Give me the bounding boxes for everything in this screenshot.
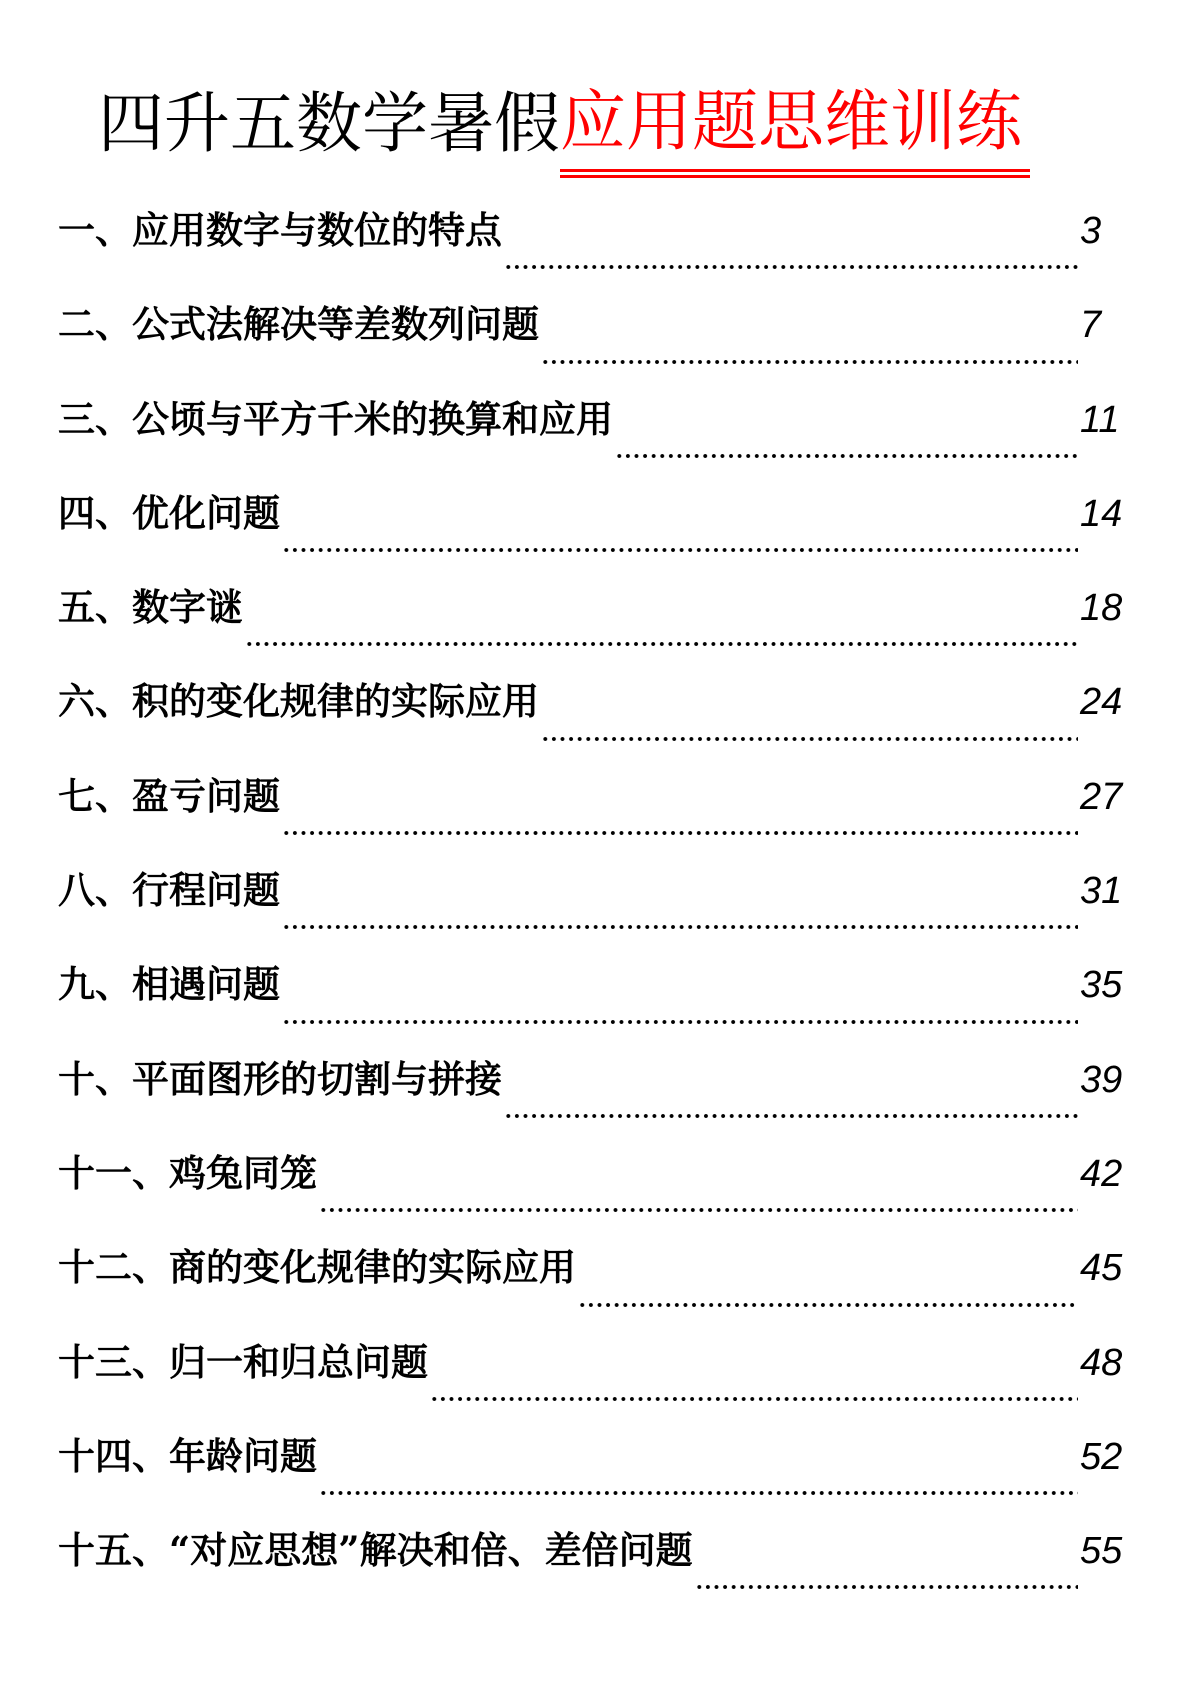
dot-leader — [430, 1396, 1078, 1402]
toc-entry-label: 三、公顷与平方千米的换算和应用 — [58, 396, 613, 441]
toc-entry-page-number: 24 — [1080, 681, 1123, 724]
toc-entry-page-number: 27 — [1080, 775, 1123, 818]
toc-entry[interactable] — [58, 1237, 1128, 1331]
toc-entry[interactable] — [58, 200, 1128, 294]
toc-entry-page-number: 42 — [1080, 1152, 1123, 1195]
toc-entry-label: 十三、归一和归总问题 — [58, 1339, 428, 1384]
toc-entry[interactable] — [58, 766, 1128, 860]
toc-entry[interactable] — [58, 1520, 1128, 1614]
toc-entry-page-number: 7 — [1080, 304, 1102, 347]
dot-leader — [282, 830, 1078, 836]
document-title — [98, 84, 1022, 164]
toc-entry-label: 七、盈亏问题 — [58, 773, 280, 818]
toc-entry-page-number: 14 — [1080, 492, 1123, 535]
dot-leader — [245, 641, 1078, 647]
toc-entry[interactable] — [58, 860, 1128, 954]
table-of-contents — [58, 200, 1128, 1614]
dot-leader — [282, 924, 1078, 930]
toc-entry-page-number: 3 — [1080, 210, 1102, 252]
dot-leader — [282, 1019, 1078, 1025]
toc-entry-label: 六、积的变化规律的实际应用 — [58, 679, 539, 724]
title-red-underlined-part: 应用题思维训练 — [560, 82, 1022, 164]
toc-entry-page-number: 31 — [1080, 870, 1123, 913]
dot-leader — [578, 1302, 1078, 1308]
toc-entry-label: 十四、年龄问题 — [58, 1433, 317, 1478]
toc-entry-page-number: 39 — [1080, 1058, 1123, 1101]
dot-leader — [319, 1207, 1078, 1213]
toc-entry-page-number: 48 — [1080, 1341, 1123, 1384]
dot-leader — [504, 1113, 1078, 1119]
toc-entry-label: 八、行程问题 — [58, 868, 280, 913]
toc-entry-page-number: 11 — [1080, 398, 1120, 441]
dot-leader — [504, 264, 1078, 270]
title-black-part: 四升五数学暑假 — [98, 85, 560, 162]
toc-entry-label: 十一、鸡兔同笼 — [58, 1150, 317, 1195]
toc-entry-label: 五、数字谜 — [58, 585, 243, 630]
toc-entry-label: 一、应用数字与数位的特点 — [58, 208, 502, 252]
dot-leader — [541, 359, 1078, 365]
toc-entry-label: 十二、商的变化规律的实际应用 — [58, 1245, 576, 1290]
toc-entry-label: 十、平面图形的切割与拼接 — [58, 1056, 502, 1101]
toc-entry[interactable] — [58, 1426, 1128, 1520]
toc-entry[interactable] — [58, 483, 1128, 577]
toc-entry-page-number: 52 — [1080, 1435, 1123, 1478]
toc-entry[interactable] — [58, 954, 1128, 1048]
toc-entry-label: 四、优化问题 — [58, 490, 280, 535]
toc-entry[interactable] — [58, 294, 1128, 388]
dot-leader — [319, 1490, 1078, 1496]
toc-entry-label: 十五、“对应思想”解决和倍、差倍问题 — [58, 1528, 693, 1573]
toc-entry-page-number: 45 — [1080, 1247, 1123, 1290]
toc-entry-label: 二、公式法解决等差数列问题 — [58, 302, 539, 347]
toc-entry-label: 九、相遇问题 — [58, 962, 280, 1007]
toc-entry[interactable] — [58, 1049, 1128, 1143]
toc-entry[interactable] — [58, 671, 1128, 765]
toc-entry[interactable] — [58, 389, 1128, 483]
toc-entry-page-number: 55 — [1080, 1530, 1123, 1573]
toc-entry[interactable] — [58, 1332, 1128, 1426]
dot-leader — [541, 736, 1078, 742]
toc-entry[interactable] — [58, 577, 1128, 671]
toc-entry[interactable] — [58, 1143, 1128, 1237]
dot-leader — [615, 453, 1078, 459]
toc-entry-page-number: 35 — [1080, 964, 1123, 1007]
dot-leader — [695, 1584, 1078, 1590]
toc-entry-page-number: 18 — [1080, 587, 1123, 630]
dot-leader — [282, 547, 1078, 553]
